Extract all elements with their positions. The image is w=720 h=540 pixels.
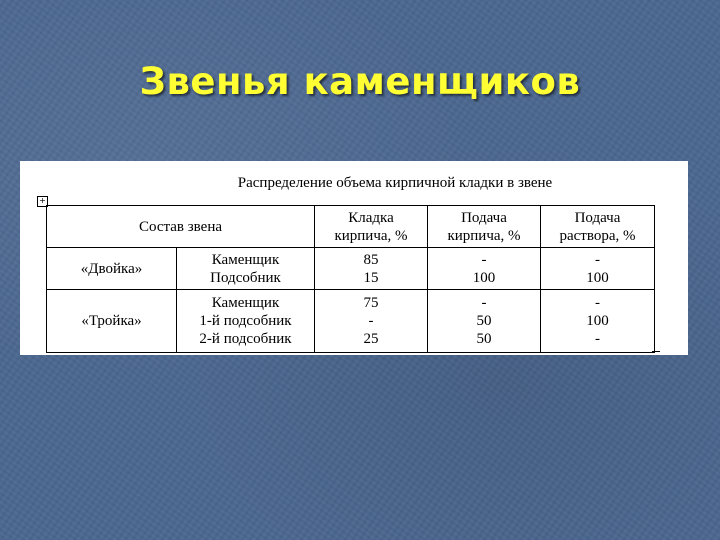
- brick-supply-troika: [428, 290, 541, 353]
- value-cell: 85: [363, 251, 379, 268]
- brick-supply-dvoika: [428, 248, 541, 290]
- bricklaying-distribution-table: [46, 205, 655, 353]
- value-cell: 25: [363, 331, 379, 347]
- table-anchor-icon: +: [37, 196, 48, 207]
- value-cell: 100: [586, 269, 609, 286]
- header-brick-supply-line2: кирпича, %: [447, 227, 521, 244]
- laying-dvoika: [315, 248, 428, 290]
- slide-title: Звенья каменщиков: [139, 60, 581, 103]
- value-cell: -: [368, 313, 374, 329]
- roles-troika: [177, 290, 315, 353]
- document-image: [20, 161, 688, 355]
- role-cell: Подсобник: [210, 269, 281, 286]
- value-cell: 100: [586, 313, 609, 329]
- table-caption: Распределение объема кирпичной кладки в звене: [237, 175, 553, 191]
- header-laying-line1: Кладка: [348, 209, 394, 226]
- value-cell: -: [595, 251, 600, 268]
- table-header-row: [47, 206, 655, 248]
- header-laying-line2: кирпича, %: [334, 227, 408, 244]
- header-brick-supply: [428, 206, 541, 248]
- value-cell: 50: [476, 331, 492, 347]
- value-cell: -: [481, 251, 487, 268]
- role-cell: Каменщик: [211, 251, 280, 268]
- value-cell: -: [481, 295, 487, 311]
- header-composition: Состав звена: [47, 206, 315, 248]
- header-laying: [315, 206, 428, 248]
- value-cell: 50: [476, 313, 492, 329]
- laying-troika: [315, 290, 428, 353]
- value-cell: -: [595, 331, 600, 347]
- mortar-supply-dvoika: [541, 248, 655, 290]
- table-row-troika: [47, 290, 655, 353]
- role-cell: 2-й подсобник: [199, 331, 292, 347]
- header-mortar-supply-line2: раствора, %: [559, 227, 636, 244]
- mortar-supply-troika: [541, 290, 655, 353]
- role-cell: 1-й подсобник: [199, 313, 292, 329]
- group-name-troika: «Тройка»: [47, 290, 177, 353]
- role-cell: Каменщик: [211, 295, 280, 311]
- value-cell: 15: [363, 269, 379, 286]
- table-row-dvoika: [47, 248, 655, 290]
- table-end-mark: [652, 351, 660, 352]
- roles-dvoika: [177, 248, 315, 290]
- group-name-dvoika: «Двойка»: [47, 248, 177, 290]
- value-cell: -: [595, 295, 600, 311]
- value-cell: 100: [472, 269, 496, 286]
- header-mortar-supply-line1: Подача: [574, 209, 621, 226]
- header-brick-supply-line1: Подача: [461, 209, 507, 226]
- header-mortar-supply: [541, 206, 655, 248]
- value-cell: 75: [363, 295, 379, 311]
